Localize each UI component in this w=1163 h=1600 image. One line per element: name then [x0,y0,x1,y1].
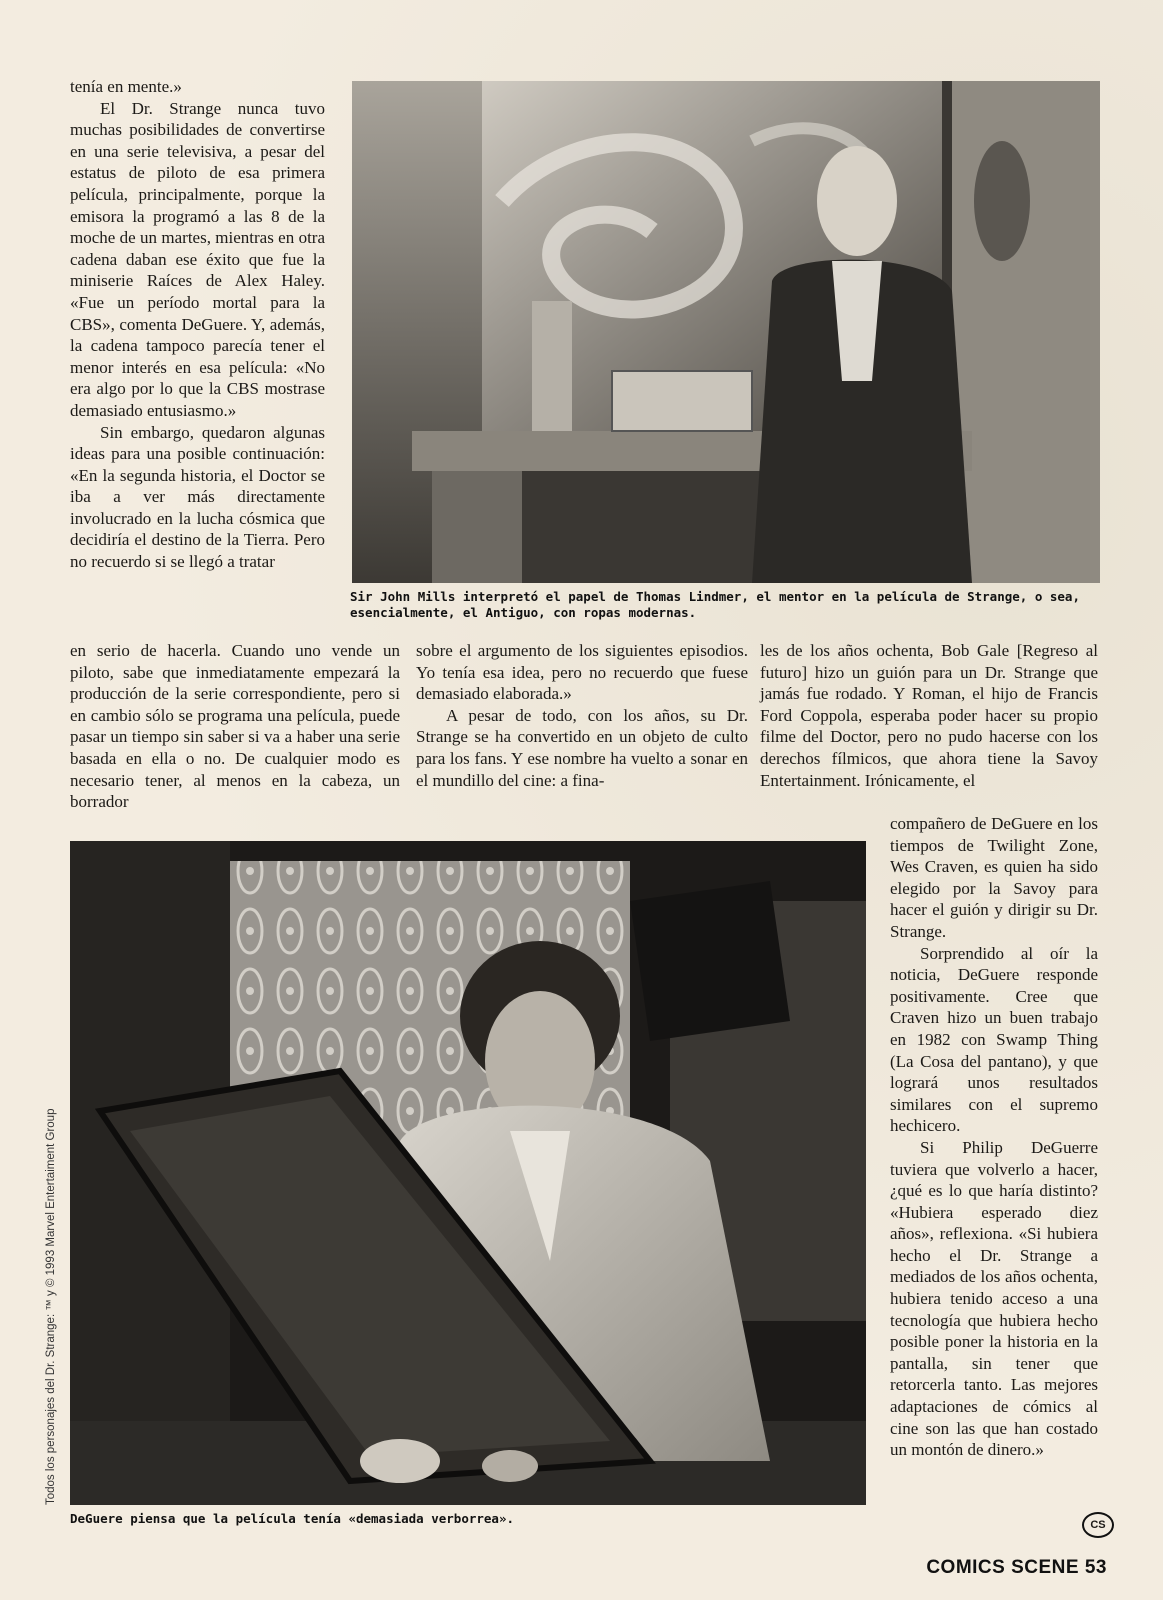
photo-deguere [70,841,866,1505]
page-footer [926,1557,1107,1579]
paragraph: tenía en mente.» [70,77,182,96]
paragraph: El Dr. Strange nunca tuvo muchas posibilidades de convertirse en una serie televisiva, a pesar del estatus de piloto de esa primera película, principalmente, porque la emisora la programó a las 8 de la moche de un martes, mientras en otra cadena daban ese éxito que fue la miniserie Raíces de Alex Haley. «Fue un período mortal para la CBS», comenta DeGuere. Y, además, la cadena tampoco parecía tener el menor interés en esa película: «No era algo por lo que la CBS mostrase demasiado entusiasmo.» [70,98,325,420]
paragraph: Sorprendido al oír la noticia, DeGuere responde positivamente. Cree que Craven hizo un buen trabajo en 1982 con Swamp Thing (La Cosa del pantano), y que logrará unos resultados similares con el supremo hechicero. [890,943,1098,1136]
paragraph: Si Philip DeGuerre tuviera que volverlo a hacer, ¿qué es lo que haría distinto? «Hubiera esperado diez años», reflexiona. «Si hubiera hecho el Dr. Strange a mediados de los años ochenta, hubiera tenido acceso a una tecnología que hubiera hecho posible poner la historia en la pantalla, sin tener que retorcerla tanto. Las mejores adaptaciones de cómics al cine son las que han costado un montón de dinero.» [890,1137,1098,1460]
article-column-3-top [760,640,1098,791]
magazine-name: COMICS SCENE [926,1557,1080,1578]
paragraph: compañero de DeGuere en los tiempos de Twilight Zone, Wes Craven, es quien ha sido elegido por la Savoy para hacer el guión y dirigir su Dr. Strange. [890,814,1098,941]
article-column-3-narrow [890,813,1098,1461]
paragraph: les de los años ochenta, Bob Gale [Regreso al futuro] hizo un guión para un Dr. Strange que jamás fue rodado. Y Roman, el hijo de Francis Ford Coppola, esperaba poder hacer su propio filme del Doctor, pero no pudo hacerse con los derechos fílmicos, que ahora tiene la Savoy Entertainment. Irónicamente, el [760,641,1098,790]
photo-john-mills-illustration [352,81,1100,583]
comics-scene-logo: CS [1082,1512,1114,1538]
paragraph: sobre el argumento de los siguientes episodios. Yo tenía esa idea, pero no recuerdo que fuese demasiado elaborada.» [416,641,748,704]
photo-caption-top: Sir John Mills interpretó el papel de Thomas Lindmer, el mentor en la película de Strange, o sea, esencialmente, el Antiguo, con ropas modernas. [350,589,1080,620]
photo-deguere-illustration [70,841,866,1505]
paragraph: en serio de hacerla. Cuando uno vende un piloto, sabe que inmediatamente empezará la producción de la serie correspondiente, pero si en cambio sólo se programa una película, puede pasar un tiempo sin saber si va a haber una serie basada en ella o no. De cualquier modo es necesario tener, al menos en la cabeza, un borrador [70,641,400,812]
copyright-credit: Todos los personajes del Dr. Strange: ™ y © 1993 Marvel Entertaiment Group [45,1108,57,1505]
photo-caption-bottom: DeGuere piensa que la película tenía «demasiada verborrea». [70,1511,515,1526]
paragraph: Sin embargo, quedaron algunas ideas para una posible continuación: «En la segunda historia, el Doctor se iba a ver más directamente involucrado en la lucha cósmica que decidiría el destino de la Tierra. Pero no recuerdo si se llegó a tratar [70,422,325,572]
photo-john-mills [352,81,1100,583]
article-column-1-top [70,76,325,573]
article-column-1-bottom [70,640,400,813]
article-column-2 [416,640,748,791]
paragraph: A pesar de todo, con los años, su Dr. Strange se ha convertido en un objeto de culto para los fans. Y ese nombre ha vuelto a sonar en el mundillo del cine: a fina- [416,705,748,790]
page-number: 53 [1084,1557,1107,1578]
